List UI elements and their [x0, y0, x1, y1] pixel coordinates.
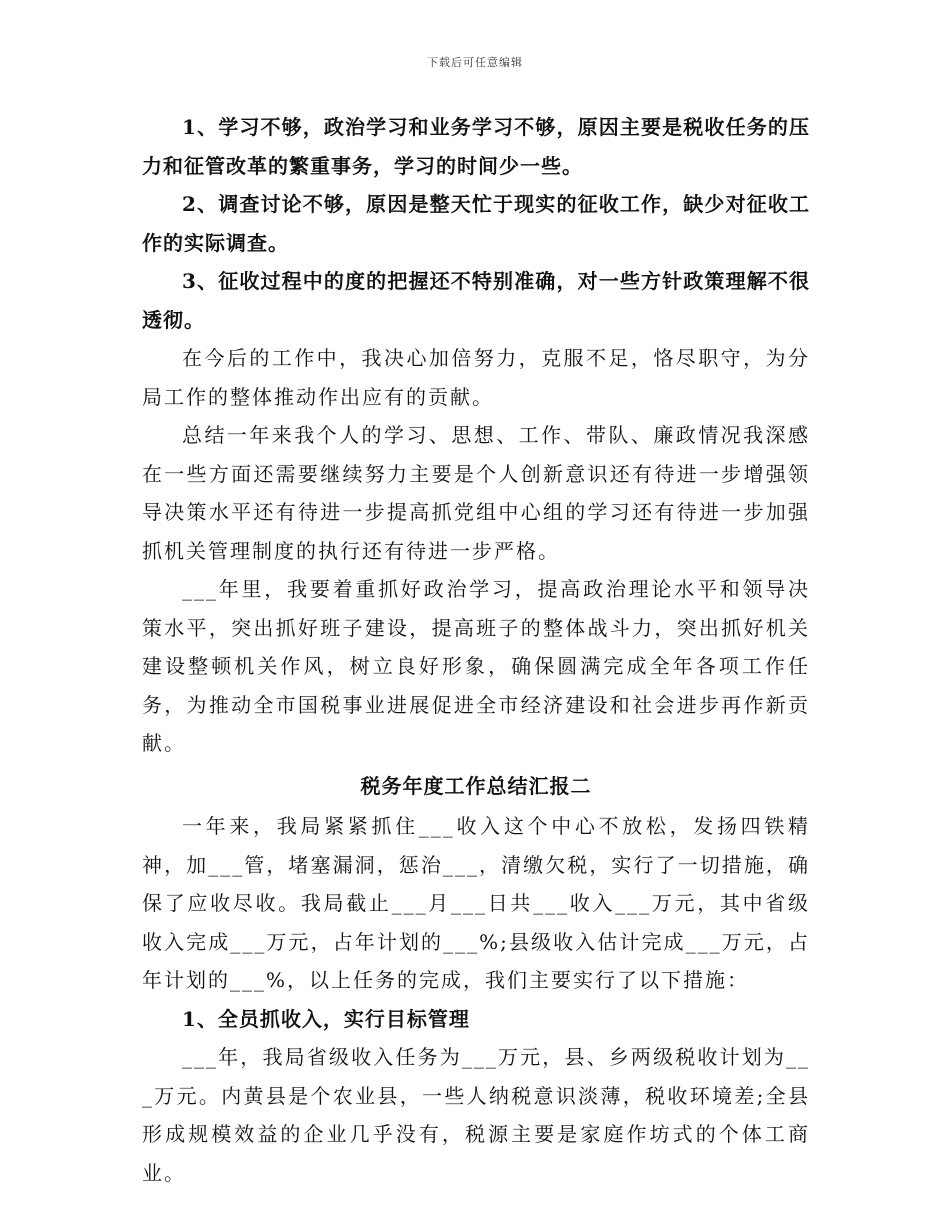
- paragraph-9: ___年，我局省级收入任务为___万元，县、乡两级税收计划为___万元。内黄县是个农业县，一些人纳税意识淡薄，税收环境差;全县形成规模效益的企业几乎没有，税源主要是家庭作坊式的个体工商业。: [142, 1045, 810, 1185]
- paragraph-6: ___年里，我要着重抓好政治学习，提高政治理论水平和领导决策水平，突出抓好班子建设，提高班子的整体战斗力，突出抓好机关建设整顿机关作风，树立良好形象，确保圆满完成全年各项工作任务，为推动全市国税事业进展促进全市经济建设和社会进步再作新贡献。: [142, 577, 810, 755]
- paragraph-4: 在今后的工作中，我决心加倍努力，克服不足，恪尽职守，为分局工作的整体推动作出应有的贡献。: [142, 346, 810, 409]
- page-header: 下载后可任意编辑: [427, 56, 523, 69]
- section-title: 税务年度工作总结汇报二: [360, 773, 592, 798]
- document-body: [142, 108, 810, 1192]
- paragraph-3: 3、征收过程中的度的把握还不特别准确，对一些方针政策理解不很透彻。: [142, 269, 810, 332]
- paragraph-1: 1、学习不够，政治学习和业务学习不够，原因主要是税收任务的压力和征管改革的繁重事务，学习的时间少一些。: [142, 115, 810, 178]
- paragraph-5: 总结一年来我个人的学习、思想、工作、带队、廉政情况我深感在一些方面还需要继续努力主要是个人创新意识还有待进一步增强领导决策水平还有待进一步提高抓党组中心组的学习还有待进一步加强抓机关管理制度的执行还有待进一步严格。: [142, 423, 810, 563]
- paragraph-8: 1、全员抓收入，实行目标管理: [182, 1006, 470, 1031]
- paragraph-7: 一年来，我局紧紧抓住___收入这个中心不放松，发扬四铁精神，加___管，堵塞漏洞，惩治___，清缴欠税，实行了一切措施，确保了应收尽收。我局截止___月___日共___收入___万元，其中省级收入完成___万元，占年计划的___%;县级收入估计完成___万元，占年计划的___%，以上任务的完成，我们主要实行了以下措施：: [142, 814, 810, 992]
- paragraph-2: 2、调查讨论不够，原因是整天忙于现实的征收工作，缺少对征收工作的实际调查。: [142, 192, 810, 255]
